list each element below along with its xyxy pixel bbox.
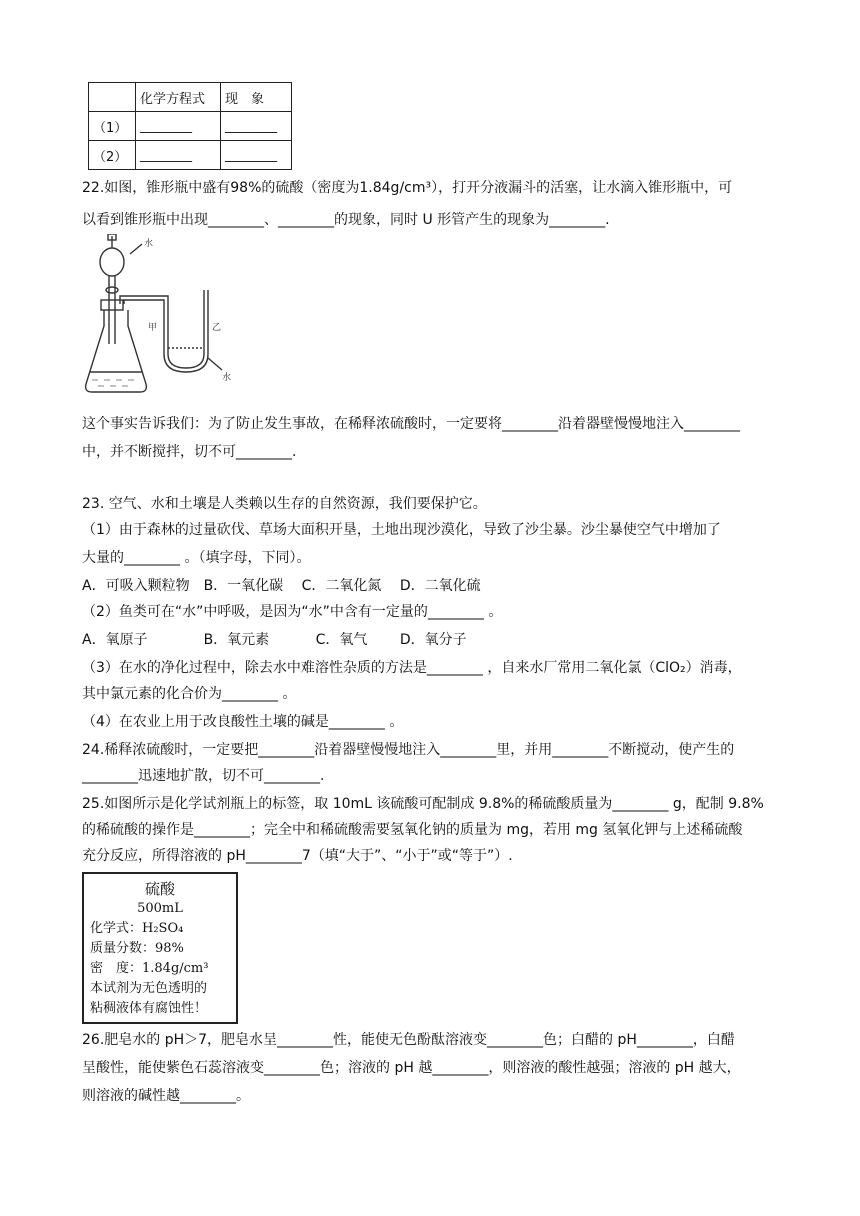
- q23-options: A．氧原子 B．氧元素 C．氧气 D．氧分子: [82, 632, 467, 648]
- table-cell: ________: [221, 112, 292, 141]
- q26-text-line: 呈酸性，能使紫色石蕊溶液变________色；溶液的 pH 越________，则溶液的酸性越强；溶液的 pH 越大，: [82, 1060, 741, 1076]
- q22-text-line: 这个事实告诉我们：为了防止发生事故，在稀释浓硫酸时，一定要将________沿着器壁慢慢地注入________: [82, 416, 740, 432]
- fig-label-water-top: 水: [144, 239, 154, 249]
- reagent-mass-fraction: 质量分数：98%: [90, 941, 184, 956]
- q23-text-line: 大量的________ 。（填字母，下同）。: [82, 550, 311, 566]
- table-header-cell: [89, 83, 136, 112]
- fig-label-water-bottom: 水: [222, 373, 232, 383]
- reagent-volume: 500mL: [137, 901, 183, 916]
- q22-text-line: 以看到锥形瓶中出现________、________的现象，同时 U 形管产生的现象为________.: [82, 212, 610, 228]
- reagent-density: 密 度：1.84g/cm³: [90, 961, 209, 976]
- reagent-label: [82, 872, 238, 1024]
- answer-table: [88, 82, 292, 170]
- q25-text-line: 25.如图所示是化学试剂瓶上的标签，取 10mL 该硫酸可配制成 9.8%的稀硫酸质量为________ g，配制 9.8%: [82, 796, 764, 812]
- table-cell: （1）: [89, 112, 136, 141]
- table-cell: ________: [136, 112, 221, 141]
- table-header-row: [89, 83, 292, 112]
- q23-text-line: （3）在水的净化过程中，除去水中难溶性杂质的方法是________ ，自来水厂常用二氧化氯（ClO₂）消毒，: [82, 660, 742, 676]
- q22-text-line: 22.如图，锥形瓶中盛有98%的硫酸（密度为1.84g/cm³），打开分液漏斗的活塞，让水滴入锥形瓶中，可: [82, 180, 733, 196]
- table-row: [89, 141, 292, 170]
- table-header-cell: 化学方程式: [136, 83, 221, 112]
- q26-text-line: 26.肥皂水的 pH＞7，肥皂水呈________性，能使无色酚酞溶液变________色；白醋的 pH________，白醋: [82, 1032, 735, 1048]
- q24-text-line: ________迅速地扩散，切不可________.: [82, 768, 325, 784]
- q23-text-line: 23. 空气、水和土壤是人类赖以生存的自然资源，我们要保护它。: [82, 496, 487, 512]
- table-header-cell: 现 象: [221, 83, 292, 112]
- q23-text-line: （1）由于森林的过量砍伐、草场大面积开垦，土地出现沙漠化，导致了沙尘暴。沙尘暴使空气中增加了: [82, 522, 721, 538]
- table-cell: ________: [136, 141, 221, 170]
- table-row: [89, 112, 292, 141]
- q26-text-line: 则溶液的碱性越________。: [82, 1088, 250, 1104]
- q22-text-line: 中，并不断搅拌，切不可________.: [82, 444, 297, 460]
- q23-text-line: （4）在农业上用于改良酸性土壤的碱是________ 。: [82, 714, 404, 730]
- fig-label-left-arm: 甲: [148, 323, 158, 333]
- q25-text-line: 的稀硫酸的操作是________；完全中和稀硫酸需要氢氧化钠的质量为 mg，若用 mg 氢氧化钾与上述稀硫酸: [82, 822, 743, 838]
- q24-text-line: 24.稀释浓硫酸时，一定要把________沿着器壁慢慢地注入________里，并用________不断搅动，使产生的: [82, 742, 735, 758]
- reagent-formula: 化学式：H₂SO₄: [90, 921, 184, 936]
- reagent-name: 硫酸: [144, 880, 175, 898]
- q23-text-line: 其中氯元素的化合价为________ 。: [82, 686, 297, 702]
- table-cell: （2）: [89, 141, 136, 170]
- table-cell: ________: [221, 141, 292, 170]
- flask-u-tube-figure: [82, 234, 242, 404]
- reagent-warning: 本试剂为无色透明的: [90, 981, 208, 996]
- q23-options: A．可吸入颗粒物 B．一氧化碳 C．二氧化氮 D．二氧化硫: [82, 578, 481, 594]
- q25-text-line: 充分反应，所得溶液的 pH________7（填“大于”、“小于”或“等于”）.: [82, 848, 513, 864]
- reagent-warning: 粘稠液体有腐蚀性！: [90, 1001, 208, 1016]
- fig-label-right-arm: 乙: [212, 323, 222, 333]
- q23-text-line: （2）鱼类可在“水”中呼吸，是因为“水”中含有一定量的________ 。: [82, 604, 503, 620]
